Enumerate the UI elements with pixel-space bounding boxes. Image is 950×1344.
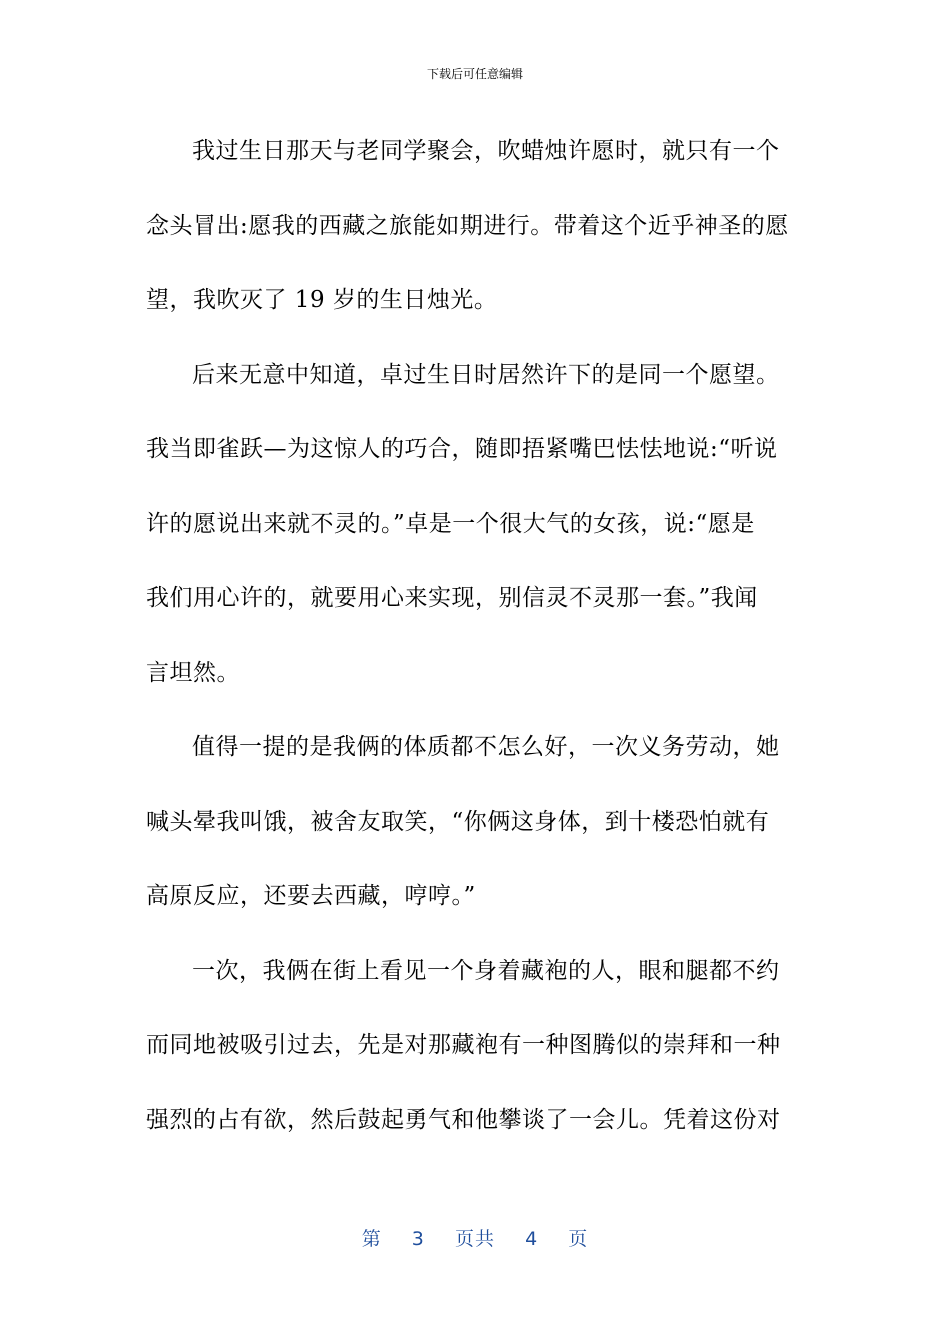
text-line: 强烈的占有欲，然后鼓起勇气和他攀谈了一会儿。凭着这份对 <box>146 1106 781 1133</box>
text-line: 许的愿说出来就不灵的。”卓是一个很大气的女孩，说:“愿是 <box>146 510 755 537</box>
page-footer <box>0 1226 950 1252</box>
text-line: 言坦然。 <box>146 659 240 686</box>
footer-current-page: 3 <box>411 1228 425 1250</box>
page-header-note: 下载后可任意编辑 <box>426 67 523 81</box>
text-line: 喊头晕我叫饿，被舍友取笑，“你俩这身体，到十楼恐怕就有 <box>146 808 770 835</box>
footer-prefix: 第 <box>361 1228 382 1250</box>
body-text <box>146 114 806 1157</box>
footer-total-pages: 4 <box>525 1228 539 1250</box>
text-line: 值得一提的是我俩的体质都不怎么好，一次义务劳动，她 <box>192 734 780 760</box>
text-line: 念头冒出:愿我的西藏之旅能如期进行。带着这个近乎神圣的愿 <box>146 212 789 239</box>
text-line: 而同地被吸引过去，先是对那藏袍有一种图腾似的崇拜和一种 <box>146 1032 781 1058</box>
footer-middle: 页共 <box>454 1228 495 1250</box>
footer-suffix: 页 <box>568 1228 589 1250</box>
text-line: 我们用心许的，就要用心来实现，别信灵不灵那一套。”我闻 <box>146 585 758 611</box>
text-line: 高原反应，还要去西藏，哼哼。” <box>146 883 476 909</box>
text-line: 一次，我俩在街上看见一个身着藏袍的人，眼和腿都不约 <box>192 957 780 984</box>
text-line: 我当即雀跃—为这惊人的巧合，随即捂紧嘴巴怯怯地说:“听说 <box>146 436 778 462</box>
text-line: 我过生日那天与老同学聚会，吹蜡烛许愿时，就只有一个 <box>192 138 780 164</box>
text-line: 后来无意中知道，卓过生日时居然许下的是同一个愿望。 <box>192 361 780 388</box>
text-line: 望，我吹灭了 19 岁的生日烛光。 <box>146 287 498 313</box>
